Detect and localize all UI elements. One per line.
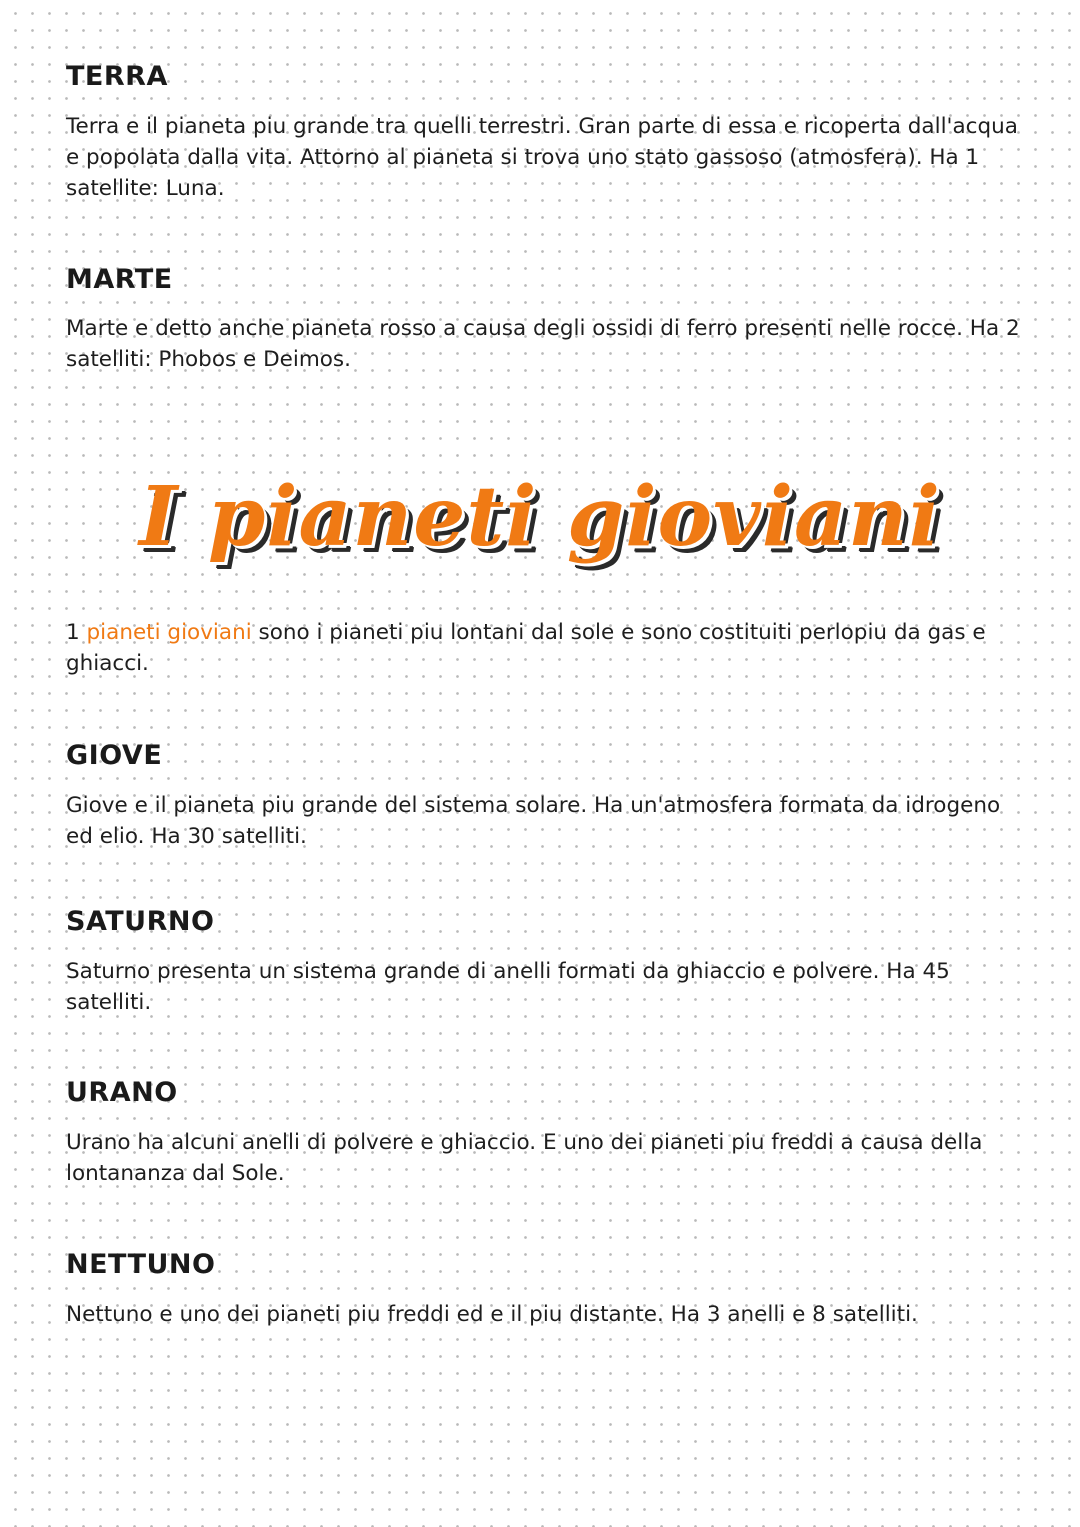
section-nettuno: [66, 1248, 1026, 1330]
section-giove: [66, 739, 1026, 852]
text-saturno: Saturno presenta un sistema grande di anelli formati da ghiaccio e polvere. Ha 45 satelliti.: [66, 959, 950, 1015]
intro-rest: sono i pianeti piu lontani dal sole e sono costituiti perlopiu da gas e ghiacci.: [66, 620, 986, 676]
intro-highlight: pianeti gioviani: [86, 620, 252, 645]
section-saturno: [66, 905, 1026, 1018]
section-terra: [66, 60, 1026, 204]
section-urano: [66, 1076, 1026, 1189]
title-block: [0, 462, 1080, 602]
text-terra: Terra e il pianeta piu grande tra quelli terrestri. Gran parte di essa e ricoperta dall'acqua e popolata dalla vita. Attorno al pianeta si trova uno stato gassoso (atmosfera). Ha 1 satellite: Luna.: [66, 114, 1018, 201]
intro-prefix: 1: [66, 620, 80, 645]
page-title: I pianeti gioviani: [139, 469, 941, 565]
text-giove: Giove e il pianeta piu grande del sistema solare. Ha un'atmosfera formata da idrogeno ed elio. Ha 30 satelliti.: [66, 793, 1001, 849]
intro-paragraph: [66, 617, 1026, 679]
heading-nettuno: NETTUNO: [66, 1249, 216, 1280]
section-marte: [66, 263, 1026, 375]
text-nettuno: Nettuno e uno dei pianeti piu freddi ed e il piu distante. Ha 3 anelli e 8 satelliti.: [66, 1302, 918, 1327]
text-marte: Marte e detto anche pianeta rosso a causa degli ossidi di ferro presenti nelle rocce. Ha 2 satelliti: Phobos e Deimos.: [66, 316, 1020, 372]
heading-saturno: SATURNO: [66, 906, 215, 937]
section-intro: [66, 617, 1026, 679]
heading-marte: MARTE: [66, 264, 173, 295]
heading-giove: GIOVE: [66, 740, 163, 771]
heading-urano: URANO: [66, 1077, 178, 1108]
text-urano: Urano ha alcuni anelli di polvere e ghiaccio. E uno dei pianeti piu freddi a causa della lontananza dal Sole.: [66, 1130, 983, 1186]
heading-terra: TERRA: [66, 61, 168, 92]
